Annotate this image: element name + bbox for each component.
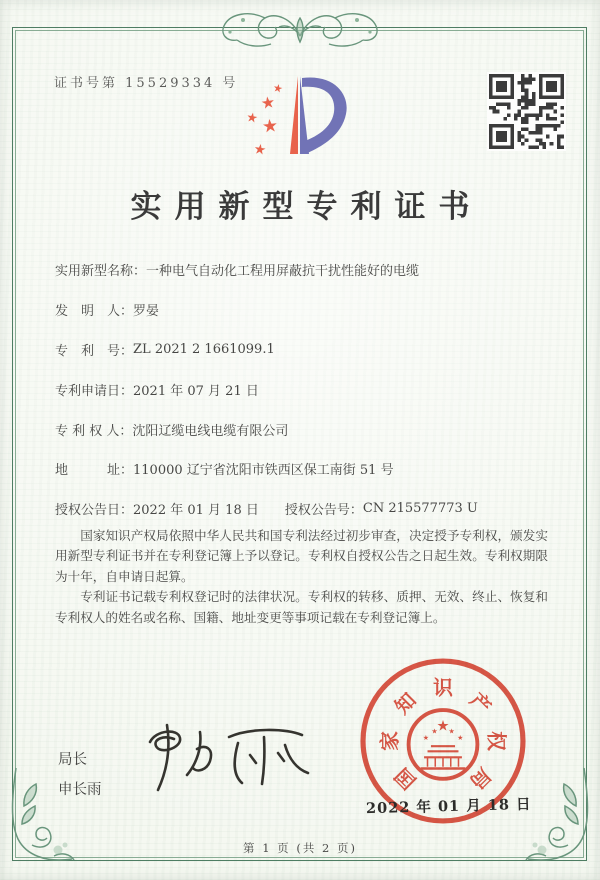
- seal-char: 权: [484, 731, 509, 751]
- field-value: 2022 年 01 月 18 日: [133, 503, 259, 519]
- field-label: 专 利 号：: [55, 343, 134, 359]
- director-title: 局长: [58, 752, 87, 768]
- legal-text-block: [55, 526, 548, 628]
- field-row-inventor: [55, 290, 564, 330]
- field-label: 专 利 权 人：: [55, 423, 133, 439]
- svg-text:★: ★: [436, 717, 450, 735]
- field-value: 110000 辽宁省沈阳市铁西区保工南街 51 号: [133, 463, 394, 479]
- signoff-block: [58, 745, 102, 806]
- cnipa-logo-icon: [232, 70, 368, 166]
- field-label: 地 址：: [55, 463, 134, 479]
- svg-text:★: ★: [457, 734, 464, 743]
- legal-paragraph-2: 专利证书记载专利权登记时的法律状况。专利权的转移、质押、无效、终止、恢复和专利权人的姓名或名称、国籍、地址变更等事项记载在专利登记簿上。: [55, 589, 548, 625]
- svg-text:★: ★: [271, 81, 285, 96]
- director-signature-icon: [132, 720, 327, 805]
- fields-block: [55, 250, 564, 529]
- field-value: 沈阳辽缆电线电缆有限公司: [132, 423, 289, 439]
- svg-text:★: ★: [259, 92, 277, 113]
- certificate-number: 证书号第 15529334 号: [54, 76, 239, 91]
- svg-text:★: ★: [244, 110, 259, 127]
- legal-paragraph-1: 国家知识产权局依照中华人民共和国专利法经过初步审查，决定授予专利权，颁发实用新型专利证书并在专利登记簿上予以登记。专利权自授权公告之日起生效。专利权期限为十年，自申请日起算。: [55, 528, 548, 584]
- field-value: 一种电气自动化工程用屏蔽抗干扰性能好的电缆: [146, 264, 420, 280]
- director-name: 申长雨: [58, 782, 102, 799]
- seal-char: 产: [465, 687, 497, 719]
- svg-text:★: ★: [252, 141, 268, 159]
- seal-char: 知: [389, 687, 421, 719]
- field-row-patent-no: [55, 330, 564, 370]
- seal-char: 国: [389, 763, 421, 795]
- field-label: 发 明 人：: [55, 304, 134, 320]
- field-row-address: [55, 449, 564, 489]
- field-label: 专利申请日：: [55, 383, 134, 399]
- svg-text:★: ★: [422, 734, 429, 743]
- seal-char: 识: [433, 675, 453, 700]
- field-value: 罗晏: [133, 304, 160, 320]
- certificate-title: 实用新型专利证书: [130, 189, 483, 225]
- field-row-patentee: [55, 409, 564, 449]
- field-row-filing-date: [55, 369, 564, 409]
- field-label: 授权公告日：: [55, 503, 134, 519]
- field-value: ZL 2021 2 1661099.1: [133, 341, 275, 357]
- seal-char: 局: [465, 763, 497, 795]
- field-row-name: [55, 250, 564, 290]
- national-emblem-icon: [409, 710, 478, 779]
- grant-no-value: CN 215577773 U: [362, 501, 478, 517]
- field-row-grant: [55, 489, 564, 529]
- grant-date-stamp: 2022 年 01 月 18 日: [365, 795, 532, 818]
- seal-char: 家: [377, 731, 402, 751]
- svg-text:★: ★: [260, 115, 280, 138]
- svg-text:★: ★: [431, 727, 438, 736]
- field-label: 实用新型名称：: [55, 264, 147, 280]
- grant-no-label: 授权公告号：: [284, 503, 363, 519]
- svg-text:★: ★: [448, 727, 455, 736]
- qr-code: [487, 72, 566, 151]
- field-value: 2021 年 07 月 21 日: [133, 383, 259, 399]
- page-number: 第 1 页 (共 2 页): [243, 841, 357, 855]
